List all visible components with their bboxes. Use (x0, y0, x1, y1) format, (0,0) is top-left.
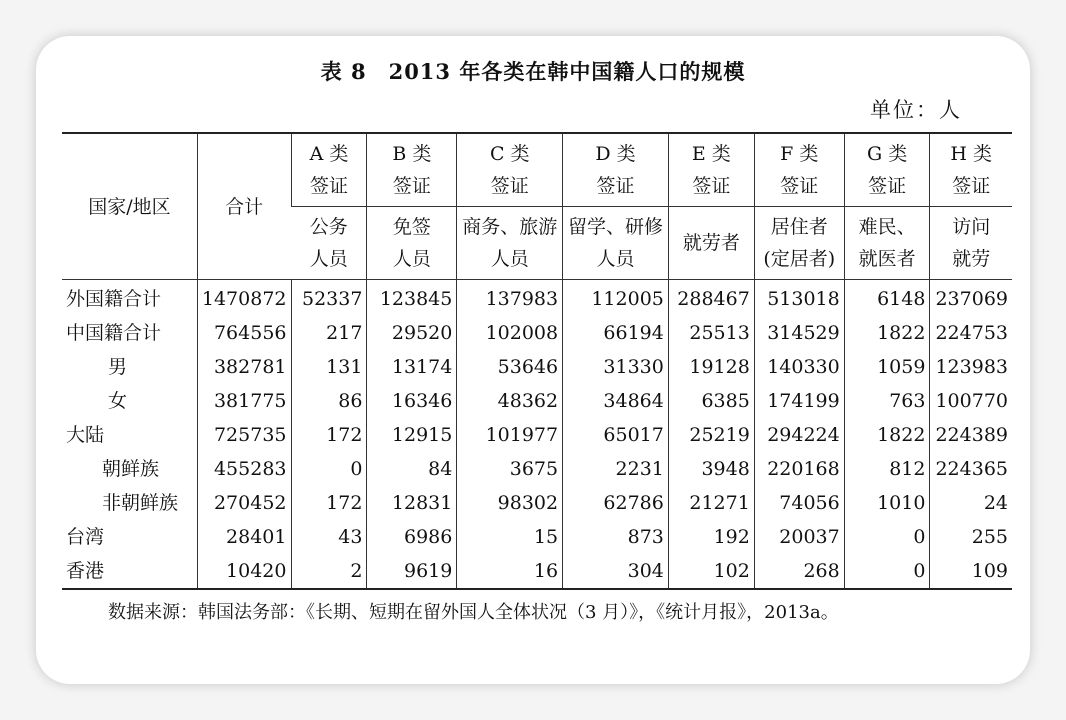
table-row (62, 452, 1012, 486)
table-cell: 873 (563, 520, 669, 554)
table-cell: 294224 (754, 418, 844, 452)
table-cell: 224365 (930, 452, 1012, 486)
table-cell: 237069 (930, 280, 1012, 317)
table-cell: 174199 (754, 384, 844, 418)
table-title: 表 8 2013 年各类在韩中国籍人口的规模 (320, 59, 746, 84)
table-cell: 66194 (563, 316, 669, 350)
table-cell: 24 (930, 486, 1012, 520)
header-visa-a: A 类 签证 (291, 133, 367, 207)
table-cell: 62786 (563, 486, 669, 520)
table-cell: 140330 (754, 350, 844, 384)
table-cell: 28401 (197, 520, 291, 554)
table-cell: 0 (844, 554, 930, 589)
table-cell: 172 (291, 418, 367, 452)
row-label: 香港 (66, 560, 105, 582)
header-visa-f: F 类 签证 (754, 133, 844, 207)
table-row (62, 486, 1012, 520)
source-note: 数据来源：韩国法务部：《长期、短期在留外国人全体状况（3 月）》，《统计月报》，2013a。 (108, 602, 839, 623)
table-cell: 123983 (930, 350, 1012, 384)
row-label: 外国籍合计 (66, 288, 162, 310)
subheader-visa-d: 留学、研修 人员 (563, 207, 669, 280)
table-cell: 16 (457, 554, 563, 589)
table-cell: 31330 (563, 350, 669, 384)
table-row (62, 316, 1012, 350)
table-cell: 1010 (844, 486, 930, 520)
header-total: 合计 (197, 133, 291, 280)
table-cell: 12915 (367, 418, 457, 452)
subheader-visa-a: 公务 人员 (309, 216, 348, 270)
table-cell: 304 (563, 554, 669, 589)
row-label: 大陆 (66, 424, 105, 446)
subheader-visa-b: 免签 人员 (367, 207, 457, 280)
header-region: 国家/地区 (88, 195, 171, 218)
table-cell: 48362 (457, 384, 563, 418)
header-visa-d: D 类 签证 (563, 133, 669, 207)
table-cell: 1059 (844, 350, 930, 384)
table-cell: 16346 (367, 384, 457, 418)
header-visa-g: G 类 签证 (844, 133, 930, 207)
table-cell: 13174 (367, 350, 457, 384)
table-cell: 255 (930, 520, 1012, 554)
table-cell: 513018 (754, 280, 844, 317)
row-label: 中国籍合计 (66, 322, 162, 344)
table-cell: 1470872 (197, 280, 291, 317)
table-cell: 1822 (844, 316, 930, 350)
population-table (62, 132, 1012, 590)
table-cell: 86 (291, 384, 367, 418)
subheader-visa-e: 就劳者 (668, 207, 754, 280)
table-cell: 15 (457, 520, 563, 554)
table-cell: 131 (291, 350, 367, 384)
table-cell: 10420 (197, 554, 291, 589)
table-cell: 25513 (668, 316, 754, 350)
table-cell: 288467 (668, 280, 754, 317)
table-row (62, 384, 1012, 418)
table-cell: 6986 (367, 520, 457, 554)
table-cell: 20037 (754, 520, 844, 554)
table-row (62, 520, 1012, 554)
table-cell: 3948 (668, 452, 754, 486)
subheader-visa-c: 商务、旅游 人员 (457, 207, 563, 280)
table-cell: 812 (844, 452, 930, 486)
table-cell: 0 (844, 520, 930, 554)
table-cell: 98302 (457, 486, 563, 520)
header-visa-e: E 类 签证 (668, 133, 754, 207)
table-cell: 268 (754, 554, 844, 589)
table-cell: 172 (291, 486, 367, 520)
header-visa-h: H 类 签证 (930, 133, 1012, 207)
table-cell: 764556 (197, 316, 291, 350)
table-cell: 381775 (197, 384, 291, 418)
table-cell: 21271 (668, 486, 754, 520)
table-cell: 74056 (754, 486, 844, 520)
table-cell: 137983 (457, 280, 563, 317)
table-cell: 123845 (367, 280, 457, 317)
table-cell: 220168 (754, 452, 844, 486)
row-label: 男 (108, 356, 128, 378)
subheader-visa-f: 居住者 (定居者) (754, 207, 844, 280)
table-cell: 100770 (930, 384, 1012, 418)
row-label: 台湾 (66, 526, 105, 548)
table-cell: 217 (291, 316, 367, 350)
table-cell: 109 (930, 554, 1012, 589)
table-cell: 65017 (563, 418, 669, 452)
table-cell: 102008 (457, 316, 563, 350)
table-cell: 12831 (367, 486, 457, 520)
table-row (62, 350, 1012, 384)
table-cell: 9619 (367, 554, 457, 589)
table-body (62, 280, 1012, 590)
table-cell: 101977 (457, 418, 563, 452)
subheader-visa-h: 访问 就劳 (930, 207, 1012, 280)
header-visa-b: B 类 签证 (367, 133, 457, 207)
row-label: 朝鲜族 (102, 458, 160, 480)
table-cell: 34864 (563, 384, 669, 418)
table-row (62, 554, 1012, 589)
table-cell: 763 (844, 384, 930, 418)
table-cell: 314529 (754, 316, 844, 350)
table-cell: 84 (367, 452, 457, 486)
unit-label: 单位：人 (870, 98, 962, 122)
table-cell: 2 (291, 554, 367, 589)
table-cell: 29520 (367, 316, 457, 350)
table-cell: 53646 (457, 350, 563, 384)
header-visa-c: C 类 签证 (457, 133, 563, 207)
table-cell: 102 (668, 554, 754, 589)
row-label: 女 (108, 390, 128, 412)
table-cell: 1822 (844, 418, 930, 452)
table-cell: 3675 (457, 452, 563, 486)
table-cell: 0 (291, 452, 367, 486)
subheader-visa-g: 难民、 就医者 (844, 207, 930, 280)
table-cell: 2231 (563, 452, 669, 486)
table-cell: 455283 (197, 452, 291, 486)
table-cell: 270452 (197, 486, 291, 520)
table-cell: 25219 (668, 418, 754, 452)
table-row (62, 418, 1012, 452)
table-cell: 112005 (563, 280, 669, 317)
table-row (62, 280, 1012, 317)
table-cell: 6385 (668, 384, 754, 418)
table-cell: 6148 (844, 280, 930, 317)
table-cell: 382781 (197, 350, 291, 384)
table-cell: 224389 (930, 418, 1012, 452)
table-cell: 43 (291, 520, 367, 554)
table-cell: 52337 (291, 280, 367, 317)
table-cell: 224753 (930, 316, 1012, 350)
table-header (62, 133, 1012, 280)
document-card (36, 36, 1030, 684)
table-cell: 725735 (197, 418, 291, 452)
row-label: 非朝鲜族 (102, 492, 179, 514)
table-cell: 192 (668, 520, 754, 554)
table-cell: 19128 (668, 350, 754, 384)
